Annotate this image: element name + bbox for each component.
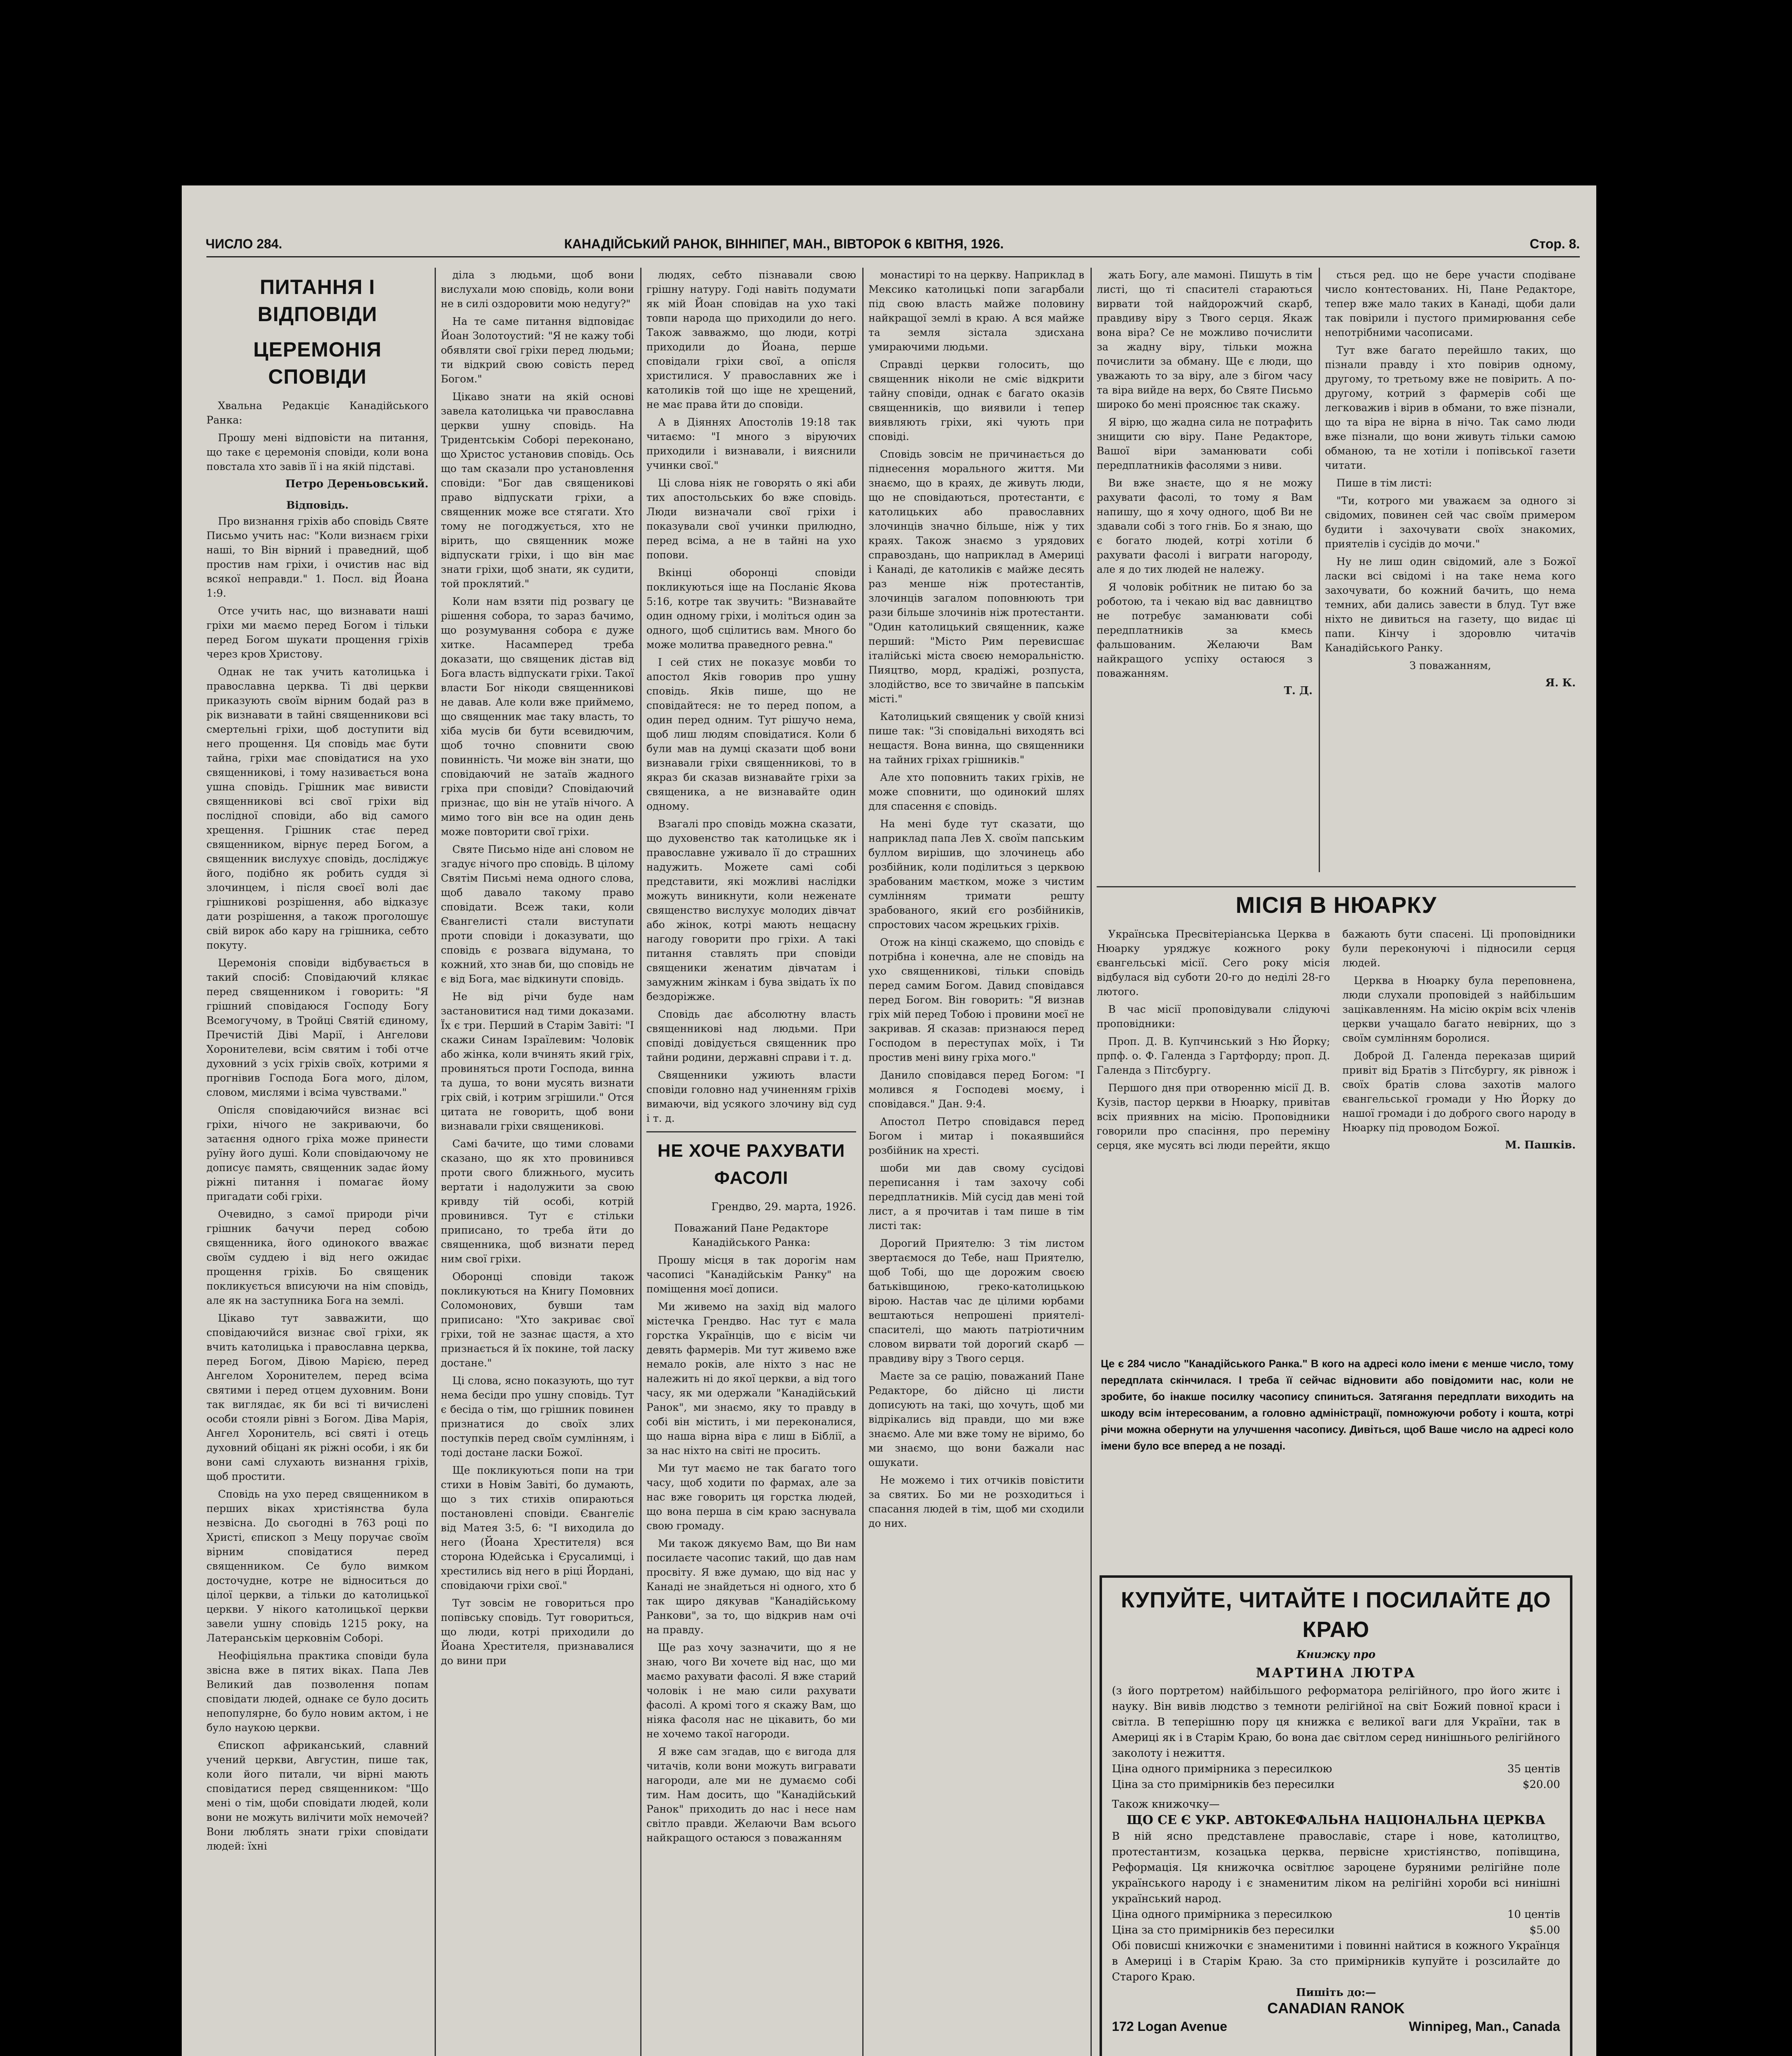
paragraph: Апостол Петро сповідався перед Богом і митар і покаявшийся розбійник на хресті. (868, 1116, 1084, 1156)
paragraph: Церемонія сповіди відбувається в такий спосіб: Сповідаючий клякає перед священником і говорить: "Я грішний сповідаюся Господу Богу Всемогучому, в Тройці Святій єдиному, Пречистій Діві Марії, і Ангелови Хоронителеви, всім святим і тобі отче духовний з усіх гріхів своїх, котрими я прогнівив Господа Бога мого, ділом, словом, мислями і всіма чувствами." (206, 957, 428, 1098)
letter-signature: Т. Д. (1284, 685, 1313, 697)
paragraph: Але хто поповнить таких гріхів, не може сповнити, що одинокий шлях для спасення є сповідь. (868, 771, 1084, 812)
ad-write-to: Пишіть до:— (1296, 1987, 1376, 1999)
column-six-top (1325, 268, 1576, 870)
paragraph: Прошу місця в так дорогім нам часописі "Канадійськім Ранку" на поміщення моєї дописи. (646, 1254, 856, 1295)
ad-book2-description: В ній ясно представлене православіє, старе і нове, католицтво, протестантизм, козацька церква, первісне христіянство, попівщина, Реформація. Ця книжочка освітлює зароцене буряними релігійне поле українського народу і є знаменитим ліком на релігійні хороби всі нинішні український народ. (1112, 1830, 1560, 1905)
paragraph: Сповідь на ухо перед священником в перших віках христіянства була незвісна. До сьогодні в 763 році по Христі, єпископ з Мецу поручає своїм вірним сповідатися перед священником. Се було вимком досточудне, котре не відноситься до цілої церкви, а тільки до католицької церкви. У нікого католицької церкви завели ушну сповідь 1215 року, на Латеранськім церковнім Соборі. (206, 1488, 428, 1644)
ad-book-name: МАРТИНА ЛЮТРА (1256, 1665, 1416, 1681)
ad-title: КУПУЙТЕ, ЧИТАЙТЕ І ПОСИЛАЙТЕ ДО КРАЮ (1121, 1588, 1551, 1642)
paragraph: Ці слова, ясно показують, що тут нема бесіди про ушну сповідь. Тут є бесіда о тім, що грішник повинен признатися до своїх злих поступків перед своїм сумлінням, і тоді достане ласки Божої. (441, 1375, 634, 1459)
price-value: $20.00 (1523, 1778, 1560, 1791)
ad-book-label: Книжку про (1296, 1649, 1376, 1661)
paragraph: Вкінці оборонці сповіди покликуються іще на Посланіє Якова 5:16, котре так звучить: "Визнавайте один одному гріхи, і моліться один за одного, щоб сцілитись вам. Много бо може молитва праведного ревна." (646, 567, 856, 651)
paragraph: Цікаво знати на якій основі завела католицька чи православна церкви ушну сповідь. На Тридентськім Соборі переконано, що Христос установив сповідь. Ось що там сказали про установлення сповіди: "Бог дав священикові право відпускати гріхи, а священник може все стягати. Хто тому не погоджується, хто не вірить, що священник може відпускати гріхи, і що він має знати гріхи, щоб знати, як судити, той проклятий." (441, 391, 634, 590)
paragraph: Справді церкви голосить, що священник ніколи не сміє відкрити тайну сповіди, однак є багато оказів священників, що виявили і тепер виявляють гріхи, які чують при сповіді. (868, 359, 1084, 442)
section-heading-qa: ПИТАННЯ І ВІДПОВІДИ (257, 276, 377, 326)
paragraph: Ми тут маємо не так багато того часу, щоб ходити по фармах, але за нас вже говорить ця горстка людей, що вона перша в сім краю заснувала свою громаду. (646, 1462, 856, 1532)
letter-greeting: Хвальна Редакціє Канадійського Ранка: (206, 400, 428, 426)
paragraph: Оборонці сповіди також покликуються на Книгу Помовних Соломонових, бувши там приписано: "Хто закриває свої гріхи, той не зазнає щастя, а хто признається й їх покине, той ласку достане." (441, 1271, 634, 1369)
masthead-line: КАНАДІЙСЬКИЙ РАНОК, ВІННІПЕГ, МАН., ВІВТОРОК 6 КВІТНЯ, 1926. (564, 236, 1004, 251)
price-label: Ціна одного примірника з пересилкою (1112, 1908, 1332, 1921)
paragraph: Дорогий Приятелю: З тім листом звертаємося до Тебе, наш Приятелю, щоб Тобі, що ще дорожим своєю батьківщиною, греко-католицькою вірою. Настав час де цілими юрбами вештаються непрошені приятелі-спасителі, що мають патріотичним словом вирвати той дорогий скарб — правдиву віру з Твого серця. (868, 1237, 1084, 1364)
paragraph: В час місії проповідували слідуючі проповідники: (1097, 1003, 1330, 1030)
paragraph: Ці слова ніяк не говорять о які аби тих апостольських бо вже сповідь. Люди визначали свої гріхи і показували свої учинки прилюдно, перед всіма, а не в тайні на ухо попови. (646, 477, 856, 561)
page-number: Стор. 8. (1530, 236, 1580, 251)
subscription-notice: Це є 284 число "Канадійського Ранка." В кого на адресі коло імени є менше число, тому передплата скінчилася. І треба її сейчас відновити або повідомити нас, коли не зробите, бо інакше посилку часопису спиниться. Затягання передплати виходить на шкоду всім інтересованим, а головно адміністрації, помножуючи роботу і кошта, котрі річи можна обернути на улучшення часопису. Дивіться, щоб Ваше число на адресі коло імени було все вперед а не позаді. (1101, 1357, 1574, 1452)
price-label: Ціна за сто примірників без пересилки (1112, 1778, 1335, 1791)
paragraph: монастирі то на церкву. Наприклад в Мексико католицькі попи загарбали під свою власть майже половину найкращої землі в краю. А вся майже та земля зістала здисхана умираючими людьми. (868, 269, 1084, 353)
paragraph: Святе Письмо ніде ані словом не згадує нічого про сповідь. В цілому Святім Письмі нема одного слова, щоб давало такому право сповідати. Всеж таки, коли Євангелисті стали виступати проти сповіди і доказувати, що сповідь є розвага відумана, то кожний, хто знав би, що сповідь не є від Бога, має відкинути сповідь. (441, 843, 634, 985)
column-qa (206, 268, 428, 2056)
paragraph: Данило сповідався перед Богом: "І молився я Господеві моєму, і сповідався." Дан. 9:4. (868, 1069, 1084, 1110)
paragraph: діла з людьми, щоб вони вислухали мою сповідь, коли вони не в силі оздоровити мою недугу?" (441, 269, 634, 310)
paragraph: сться ред. що не бере участи сподіване число контестованих. Ні, Пане Редакторе, тепер вже мало таких в Канаді, щоби дали так повірили і пустого примирювання себе непотрібними часописами. (1325, 269, 1576, 338)
price-label: Ціна за сто примірників без пересилки (1112, 1924, 1335, 1936)
book-advertisement (1100, 1575, 1572, 2056)
paragraph: Ми живемо на захід від малого містечка Грендво. Нас тут є мала горстка Українців, що є вісім чи девять фармерів. Ми тут живемо вже немало років, але ніхто з нас не належить ні до якої церкви, а від того часу, як ми одержали "Канадійський Ранок", ми знаємо, яку то правду в собі він містить, і ми переконалися, що наша вірна віра є лиш в Біблії, а за нас ніхто на світі не просить. (646, 1301, 856, 1456)
paragraph: Ще раз хочу зазначити, що я не знаю, чого Ви хочете від нас, що ми маємо рахувати фасолі. Я вже старий чоловік і не маю сили рахувати фасолі. А кромі того я скажу Вам, що ніяка фасоля нас не цікавить, бо ми не хочемо такої нагороди. (646, 1642, 856, 1740)
closing: З поважанням, (1409, 660, 1491, 671)
paragraph: Не можемо і тих отчиків повістити за святих. Бо ми не розходиться і спасання людей в тім, щоб ми сходили до них. (868, 1474, 1084, 1529)
issue-number: ЧИСЛО 284. (206, 236, 282, 251)
price-value: 35 центів (1507, 1763, 1560, 1775)
question-signature: Петро Дереньовський. (285, 478, 428, 490)
paragraph: Отсе учить нас, що визнавати наші гріхи ми маємо перед Богом і тільки перед Богом шукати прощення гріхів через кров Христову. (206, 605, 428, 660)
article-signature: М. Пашків. (1505, 1139, 1576, 1151)
paragraph: Цікаво тут завважити, що сповідаючийся визнає свої гріхи, як вчить католицька і православна церква, перед Богом, Дівою Марією, перед Ангелом Хоронителем, перед всіма святими і перед отцем духовним. Вони так виглядає, як би всі ті вичислені особи стояли рівні з Богом. Діва Марія, Ангел Хоронитель, всі святі і отець духовний обіцані як ріжні особи, і як би вони самі слухають визнання гріхів, щоб простити. (206, 1312, 428, 1482)
paragraph: Я вірю, що жадна сила не потрафить знищити сю віру. Пане Редакторе, Вашої віри заманювати собі передплатників фасолями з ниви. (1097, 416, 1313, 471)
paragraph: людях, себто пізнавали свою грішну натуру. Годі навіть подумати як мій Йоан сповідав на ухо такі товпи народа що приходили до него. Також завважмо, що люди, котрі приходили до Йоана, перше сповідали гріхи свої, а опісля христилися. У православних же і католиків той що іще не хрещений, не має права йти до сповіди. (646, 269, 856, 410)
article-title-confession: ЦЕРЕМОНІЯ СПОВІДИ (253, 338, 382, 388)
paragraph: Єпископ африканський, славний учений церкви, Августин, пише так, коли його питали, чи вірні мають сповідатися перед священником: "Що мені о тім, щоби сповідати людей, коли вони не можуть вилічити моїх немочей? Вони люблять знати гріхи сповідати людей: їхні (206, 1739, 428, 1852)
article-title-mission: МІСІЯ В НЮАРКУ (1097, 886, 1576, 919)
column-divider (862, 268, 864, 2056)
paragraph: Сповідь зовсім не причинається до піднесення морального життя. Ми знаємо, що в краях, де живуть люди, що не сповідаються, протестанти, є католицьких або православних злочинців значно більше, ніж у тих краях. Також знаємо з урядових справоздань, що наприклад в Америці і Канаді, де католиків є майже десять раз менше ніж протестантів, злочинців загалом поповнюють три рази більше злочинів ніж протестанти. "Один католицький священник, каже перший: "Місто Рим перевисшає італійські міста своєю неморальністю. Пияцтво, морд, крадіжі, розпуста, злодійство, все то звичайне в папськім місті." (868, 448, 1084, 705)
paragraph: Про визнання гріхів або сповідь Святе Письмо учить нас: "Коли визнаєм гріхи наші, то Він вірний і праведний, щоб простив нам гріхи, і очистив нас від всякої неправди." 1. Посл. від Йоана 1:9. (206, 515, 428, 599)
paragraph: Священники ужиють власти сповіди головно над учиненням гріхів вимаючи, від усякого злочину від суд і т. д. (646, 1069, 856, 1124)
column-four (868, 268, 1084, 2056)
paragraph: шоби ми дав свому сусідові переписання і там захочу собі передплатників. Мій сусід дав мені той лист, а я прочитав і там пише в тім листі так: (868, 1162, 1084, 1232)
letter-signature: Я. К. (1545, 677, 1576, 689)
paragraph: Опісля сповідаючийся визнає всі гріхи, нічого не закриваючи, бо затаєння одного гріха може принести руїну його душі. Коли сповідаючому не дописує память, священник задає йому ріжні питання і помагає йому пригадати собі гріхи. (206, 1104, 428, 1202)
letter-greeting: Поважаний Пане Редакторе Канадійського Ранка: (674, 1222, 829, 1248)
header-rule (206, 256, 1580, 257)
paragraph: Проп. Д. В. Купчинський з Ню Йорку; прпф. о. Ф. Галенда з Гартфорду; проп. Д. Галенда з Пітсбургу. (1097, 1035, 1330, 1076)
price-value: 10 центів (1507, 1908, 1560, 1921)
address-city: Winnipeg, Man., Canada (1409, 2019, 1560, 2034)
ad-book2-title: ЩО СЕ Є УКР. АВТОКЕФАЛЬНА НАЦІОНАЛЬНА ЦЕРКВА (1126, 1813, 1546, 1827)
paragraph: Ми також дякуємо Вам, що Ви нам посилаєте часопис такий, що дав нам просвіту. Я вже думаю, що від нас у Канаді не знайдеться ні одного, хто б так щиро дякував "Канадійському Ранкови", за то, що відкрив нам очі на правду. (646, 1537, 856, 1636)
answer-heading: Відповідь. (286, 499, 349, 511)
paragraph: Я чоловік робітник не питаю бо за роботою, та і чекаю від вас давництво не потребує заманювати собі передплатників за кмесь фальшованим. Желаючи Вам найкращого успіху остаюся з поважанням. (1097, 581, 1313, 679)
paragraph: Тут зовсім не говориться про попівську сповідь. Тут говориться, що люди, котрі приходили до Йоана Хрестителя, признавалися до вини при (441, 1597, 634, 1667)
paragraph: Церква в Нюарку була переповнена, люди слухали проповідей з найбільшим зацікавленням. На місію окрім всіх членів церкви учащало багато невірних, що з своїм сумлінням боролися. (1342, 975, 1576, 1044)
paragraph: Взагалі про сповідь можна сказати, що духовенство так католицьке як і православне уживало її до страшних надужить. Можете самі собі представити, які можливі наслідки можуть виникнути, коли неженате священство вислухує молодих дівчат або жінок, котрі мають нещасну нагоду говорити про гріхи. А такі питання ставлять при сповіди священики женатим дівчатам і замужним жінкам і бува звідать їх по бездоріжже. (646, 818, 856, 1003)
paragraph: Ну не лиш один свідомий, але з Божої ласки всі свідомі і на таке нема кого захочувати, бо кожний бачить, що нема темних, аби дались завести в блуд. Тут вже ніхто не дивиться на газету, що видає ці папи. Кінчу і здоровлю читачів Канадійського Ранку. (1325, 556, 1576, 654)
ad-also: Також книжочку— (1112, 1798, 1220, 1811)
price-label: Ціна одного примірника з пересилкою (1112, 1763, 1332, 1775)
letter-quote: "Ти, котрого ми уважаєм за одного зі свідомих, повинен сей час своїм примером будити і захочувати своїх знакомих, приятелів і сусідів до мочи." (1325, 495, 1576, 550)
paragraph: На те саме питання відповідає Йоан Золотоустий: "Я не кажу тобі обявляти свої гріхи перед людьми; ти відкрий свою совість перед Богом." (441, 315, 634, 385)
ad-book-description: (з його портретом) найбільшого реформатора релігійного, про його житє і науку. Він вивів людство з темноти релігійної на світ Божий повної краси і світла. В теперішню пору ця книжка є великої ваги для України, так в Америці як і в Старім Краю, бо вона дає світлом серед нинішнього релігійного заколоту і нежиття. (1112, 1685, 1560, 1760)
address-street: 172 Logan Avenue (1112, 2019, 1227, 2034)
ad-organization: CANADIAN RANOK (1267, 2000, 1405, 2017)
ad-footer-text: Обі повисші книжочки є знаменитими і повинні найтися в кожного Українця в Америці і в Старім Краю. За сто примірників купуйте і розсилайте до Старого Краю. (1112, 1940, 1560, 1983)
paragraph: Однак не так учить католицька і православна церква. Ті дві церкви приказують своїм вірним бодай раз в рік визнавати в тайні священникови всі смертельні гріхи, щоб доступити від него прощення. Ця сповідь має бути тайна, гріхи має сповідатися на ухо священникові, і тому називається вона ушна сповідь. Грішник має вивисти священникові всі свої гріхи від послідної сповіди, або від самого хрещення. Грішник стає перед священником, вірнує перед Богом, а священник вислухує сповідь, досліджує його, подібно як робить суддя зі злочинцем, і після своєї волі дає грішникові розрішення, або відказує дати розрішення, а також проголошує свій вирок або кару на грішника, себто покуту. (206, 666, 428, 951)
column-five-top (1097, 268, 1313, 870)
paragraph: Маєте за се рацію, поважаний Пане Редакторе, бо дійсно ці листи дописують на такі, що хочуть, щоб ми відрікались від правди, що ми вже знаємо. Але ми вже тому не віримо, бо ми знаємо, що вони бажали нас ошукати. (868, 1370, 1084, 1468)
newspaper-page (182, 185, 1596, 2056)
paragraph: Самі бачите, що тими словами сказано, що як хто провинився проти свого ближнього, мусить вертати і надолужити за свою кривду тій особі, котрій провинився. Тут є стільки приписано, то треба йти до священника, щоб визнати перед ним свої гріхи. (441, 1138, 634, 1265)
paragraph: Доброй Д. Галенда переказав щирий привіт від Братів з Пітсбургу, як рівнож і своїх братів слова захотів малого євангельської громади у Ню Йорку до нашої громади і до доброго свого народу в Нюарку під проводом Божої. (1342, 1050, 1576, 1134)
paragraph: Неофіціяльна практика сповіди була звісна вже в пятих віках. Папа Лев Великий дав позволення попам сповідати людей, однаке се було досить непопулярне, бо було новим актом, і не було наукою церкви. (206, 1650, 428, 1734)
paragraph: Першого дня при отворенню місії Д. В. Кузів, пастор церкви в Нюарку, привітав всіх приявних на місію. Проповідники говорили про спасіння, про переміну серця, яке мусять всі люди перейти, якщо бажають бути спасені. Ці проповідники були переконуючі і підносили серця людей. (1097, 928, 1576, 1151)
letter-intro: Пише в тім листі: (1336, 477, 1432, 489)
paragraph: Очевидно, з самої природи річи грішник бачучи перед собою священника, його одинокого вважає своїм суддею і від него ожидає прощення гріхів. Бо священик покликується вписуючи на нім сповідь, але як на заступника Бога на землі. (206, 1208, 428, 1306)
paragraph: Я вже сам згадав, що є вигода для читачів, коли вони можуть вигравати нагороди, але ми не думаємо собі тим. Нам досить, що "Канадійський Ранок" приходить до нас і несе нам світло правди. Желаючи Вам всього найкращого остаюся з поважанням (646, 1746, 856, 1844)
price-value: $5.00 (1529, 1924, 1560, 1936)
paragraph: І сей стих не показує мовби то апостол Яків говорив про ушну сповідь. Яків пише, що не сповідайтеся: не то перед попом, а один перед одним. Тут рішучо нема, щоб лиш людям сповідатися. Коли б були мав на думці сказати щоб вони визнавали гріхи священникові, то в якраз би сказав визнавайте гріхи за священика, а не визнавайте один одному. (646, 656, 856, 812)
column-divider (1090, 268, 1092, 2056)
paragraph: Отож на кінці скажемо, що сповідь є потрібна і конечна, але не сповідь на ухо священникові, тільки сповідь перед самим Богом. Давид сповідався перед Богом. Він говорить: "Я визнав гріх мій перед Тобою і провини моєї не закривав. Я сказав: признаюся перед Господом в переступах моїх, і Ти простив мені вину гріха мого." (868, 936, 1084, 1063)
column-divider (640, 268, 641, 2056)
paragraph: А в Діяннях Апостолів 19:18 так читаємо: "І много з віруючих приходили і визнавали, і вияснили учинки свої." (646, 416, 856, 471)
ad-address (1112, 2019, 1560, 2034)
paragraph: жать Богу, але мамоні. Пишуть в тім листі, що ті спасителі стараються вирвати той найдорожчий скарб, правдиву віру з Твого серця. Якаж вона віра? Се не можливо почислити за жадну віру, тільки можна почислити за обману. Ще є люди, що уважають то за віру, але з бігом часу та віра вийде на верх, бо Святе Письмо широко бо мені прояснює так скажу. (1097, 269, 1313, 410)
paragraph: Ще покликуються попи на три стихи в Новім Завіті, бо думають, що з тих стихів опираються постановлені сповіди. Євангеліє від Матея 3:5, 6: "І виходила до него (Йоана Хрестителя) вся сторона Юдейська і Єрусалимці, і хрестились від него в ріці Йордані, сповідаючи гріхи свої." (441, 1464, 634, 1591)
paragraph: Коли нам взяти під розвагу це рішення собора, то зараз бачимо, що розумування собора є дуже хитке. Насамперед треба доказати, що священик дістав від Бога власть відпускати гріхи. Такої власти Бог нікоди священникові не давав. Але коли вже приймемо, що священник має таку власть, то хіба мусів би бути всевидючим, щоб точно сповнити свою повинність. Чи може він знати, що сповідаючий не затаїв жадного гріха при сповіди? Сповідаючий признає, що він не утаїв нічого. А мимо того він все на один день може повторити свої гріхи. (441, 595, 634, 838)
price-row (1112, 1922, 1560, 1938)
price-row (1112, 1761, 1560, 1777)
reader-question: Прошу мені відповісти на питання, що таке є церемонія сповіди, коли вона повстала хто завів її і на якій підставі. (206, 432, 428, 472)
letter-place-date: Грендво, 29. марта, 1926. (711, 1201, 856, 1213)
price-row (1112, 1907, 1560, 1922)
paragraph: Українська Пресвітеріанська Церква в Нюарку уряджує кожного року євангельські місії. Сего року місія відбулася від суботи 20-го до неділі 28-го лютого. (1097, 928, 1330, 998)
article-mission (1097, 880, 1576, 1345)
column-confession-end (646, 268, 856, 2056)
paragraph: Католицький священик у своїй книзі пише так: "Зі сповідальні виходять всі нещастя. Вона винна, що священники на тайних гріхах грішників." (868, 711, 1084, 766)
paragraph: Не від річи буде нам застановитися над тими доказами. Їх є три. Перший в Старім Завіті: "І скажи Синам Ізраїлевим: Чоловік або жінка, коли вчинять який гріх, провиняться проти Господа, винна та душа, то вони мусять визнати гріх свій, і котрим згрішили." Отся цитата не говорить, щоб вони визнавали гріхи священикові. (441, 991, 634, 1132)
column-divider (1319, 268, 1320, 872)
paragraph: Сповідь дає абсолютну власть священникові над людьми. При сповіді довідується священник про тайни родини, державні справи і т. д. (646, 1008, 856, 1063)
paragraph: Тут вже багато перейшло таких, що пізнали правду і хто повірив одному, другому, то третьому вже не повірить. А по-другому, котрий з фармерів собі ще легковажив і вірив в обмани, то вже пізнали, що та віра не вірна в нічо. Так само люди вже пізнали, що вони живуть тільки самою обманою, та не хотіли і попівської газети читати. (1325, 344, 1576, 471)
paragraph: Ви вже знаєте, що я не можу рахувати фасолі, то тому я Вам напишу, що я хочу одного, щоб Ви не здавали собі з того гнів. Бо я знаю, що є богато людей, котрі хотіли б рахувати фасолі і виграти нагороду, але я до тих людей не належу. (1097, 477, 1313, 575)
column-divider (435, 268, 436, 2056)
column-confession-cont (441, 268, 634, 2056)
price-row (1112, 1777, 1560, 1792)
paragraph: На мені буде тут сказати, що наприклад папа Лев Х. своїм папським буллом вирішив, що злочинець або розбійник, коли поділиться з церквою зрабованим маєтком, може з чистим сумлінням тримати решту зрабованого, який єго розбійників, спростових часом жрецьких гріхів. (868, 818, 1084, 931)
article-title-beans: НЕ ХОЧЕ РАХУВАТИ ФАСОЛІ (646, 1131, 856, 1192)
